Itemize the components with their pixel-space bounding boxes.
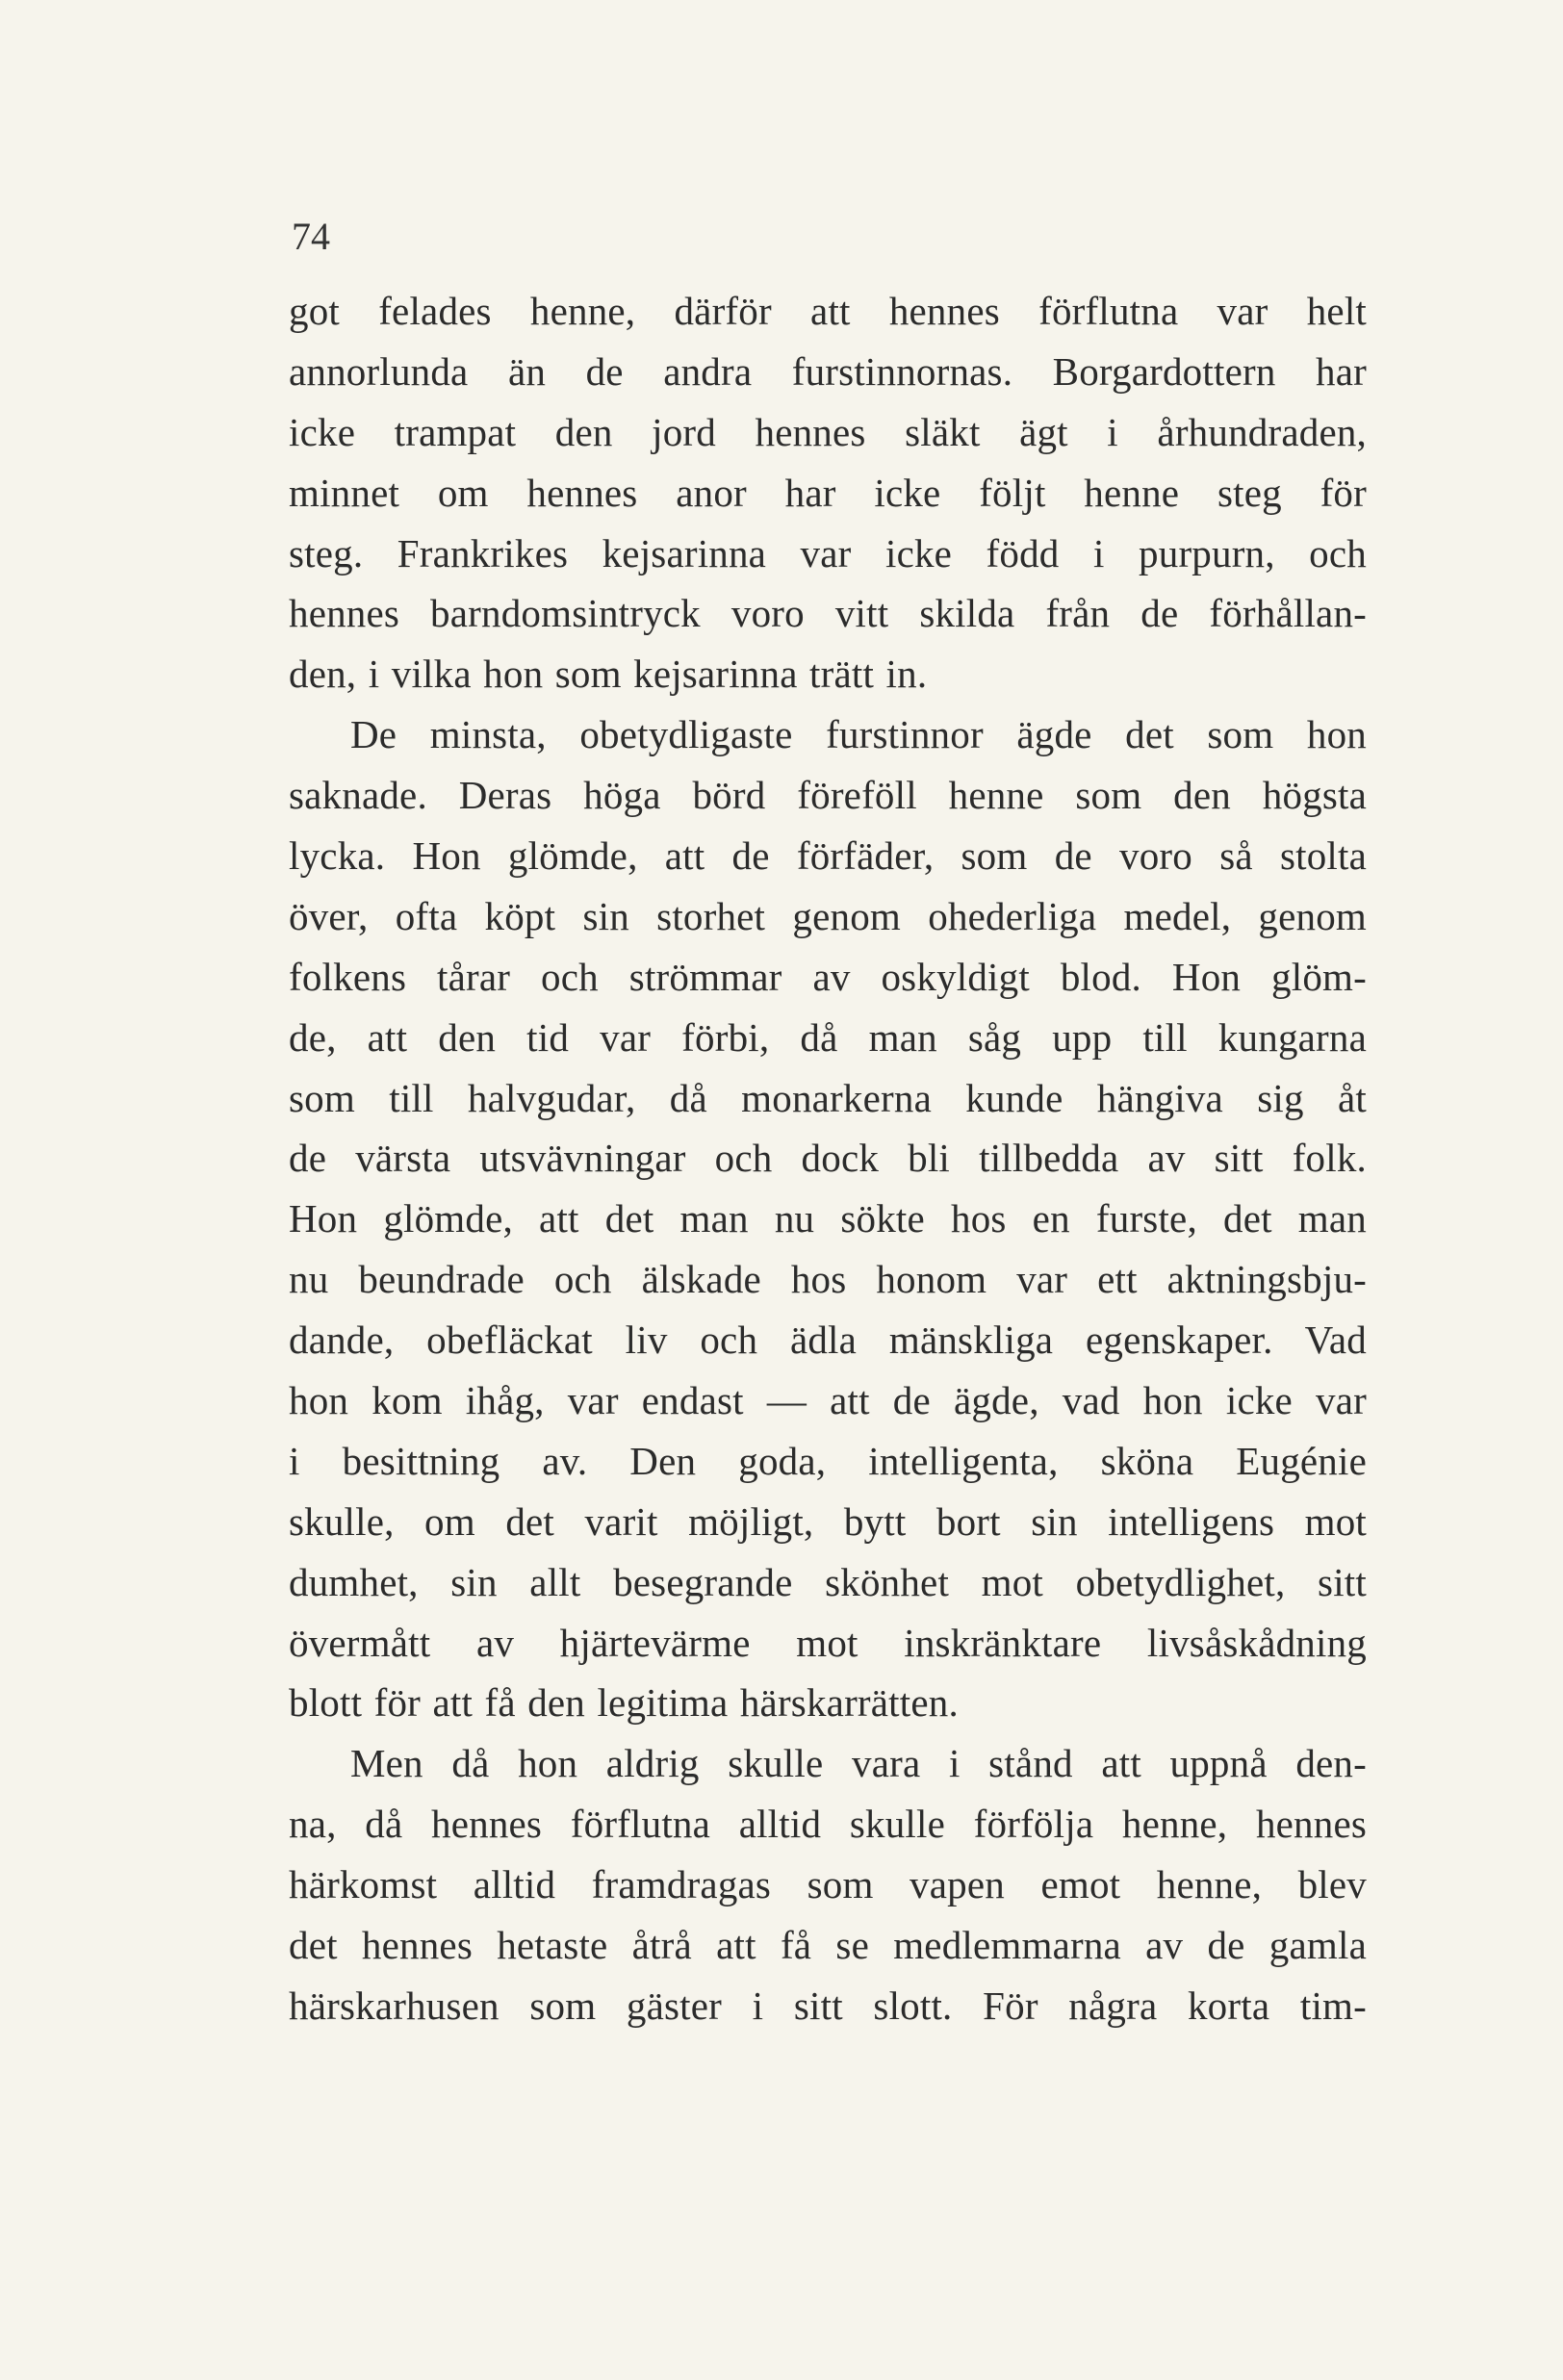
text-line: det hennes hetaste åtrå att få se medlemmarna av de gamla — [289, 1923, 1367, 1968]
text-line: härkomst alltid framdragas som vapen emot henne, blev — [289, 1862, 1367, 1907]
text-line: i besittning av. Den goda, intelligenta, sköna Eugénie — [289, 1438, 1367, 1483]
text-line: nu beundrade och älskade hos honom var ett aktningsbju- — [289, 1257, 1367, 1302]
text-line: hennes barndomsintryck voro vitt skilda från de förhållan- — [289, 591, 1367, 636]
text-line: härskarhusen som gäster i sitt slott. För några korta tim- — [289, 1983, 1367, 2028]
text-line: de värsta utsvävningar och dock bli tillbedda av sitt folk. — [289, 1136, 1367, 1181]
text-line: som till halvgudar, då monarkerna kunde hängiva sig åt — [289, 1075, 1367, 1120]
text-line: steg. Frankrikes kejsarinna var icke född i purpurn, och — [289, 530, 1367, 576]
text-line: Hon glömde, att det man nu sökte hos en furste, det man — [289, 1196, 1367, 1241]
text-line: över, ofta köpt sin storhet genom ohederliga medel, genom — [289, 893, 1367, 938]
text-line: de, att den tid var förbi, då man såg upp till kungarna — [289, 1014, 1367, 1060]
text-line: övermått av hjärtevärme mot inskränktare livsåskådning — [289, 1620, 1367, 1665]
body-text — [289, 281, 1367, 2036]
text-line: na, då hennes förflutna alltid skulle förfölja henne, hennes — [289, 1802, 1367, 1847]
text-line: hon kom ihåg, var endast — att de ägde, vad hon icke var — [289, 1378, 1367, 1423]
text-line: lycka. Hon glömde, att de förfäder, som de voro så stolta — [289, 833, 1367, 879]
text-line: skulle, om det varit möjligt, bytt bort sin intelligens mot — [289, 1498, 1367, 1544]
text-line: saknade. Deras höga börd föreföll henne som den högsta — [289, 773, 1367, 818]
text-line: den, i vilka hon som kejsarinna trätt in. — [289, 652, 928, 697]
text-line: De minsta, obetydligaste furstinnor ägde det som hon — [350, 712, 1367, 757]
text-line: dumhet, sin allt besegrande skönhet mot obetydlighet, sitt — [289, 1559, 1367, 1604]
text-line: dande, obefläckat liv och ädla mänskliga egenskaper. Vad — [289, 1318, 1367, 1363]
text-line: minnet om hennes anor har icke följt henne steg för — [289, 470, 1367, 515]
text-line: annorlunda än de andra furstinnornas. Borgardottern har — [289, 348, 1367, 394]
text-line: icke trampat den jord hennes släkt ägt i århundraden, — [289, 409, 1367, 454]
text-line: folkens tårar och strömmar av oskyldigt blod. Hon glöm- — [289, 954, 1367, 999]
text-line: got felades henne, därför att hennes förflutna var helt — [289, 289, 1367, 333]
text-line: Men då hon aldrig skulle vara i stånd att uppnå den- — [350, 1741, 1367, 1786]
text-line: blott för att få den legitima härskarrätten. — [289, 1680, 959, 1726]
page-number: 74 — [292, 215, 330, 258]
